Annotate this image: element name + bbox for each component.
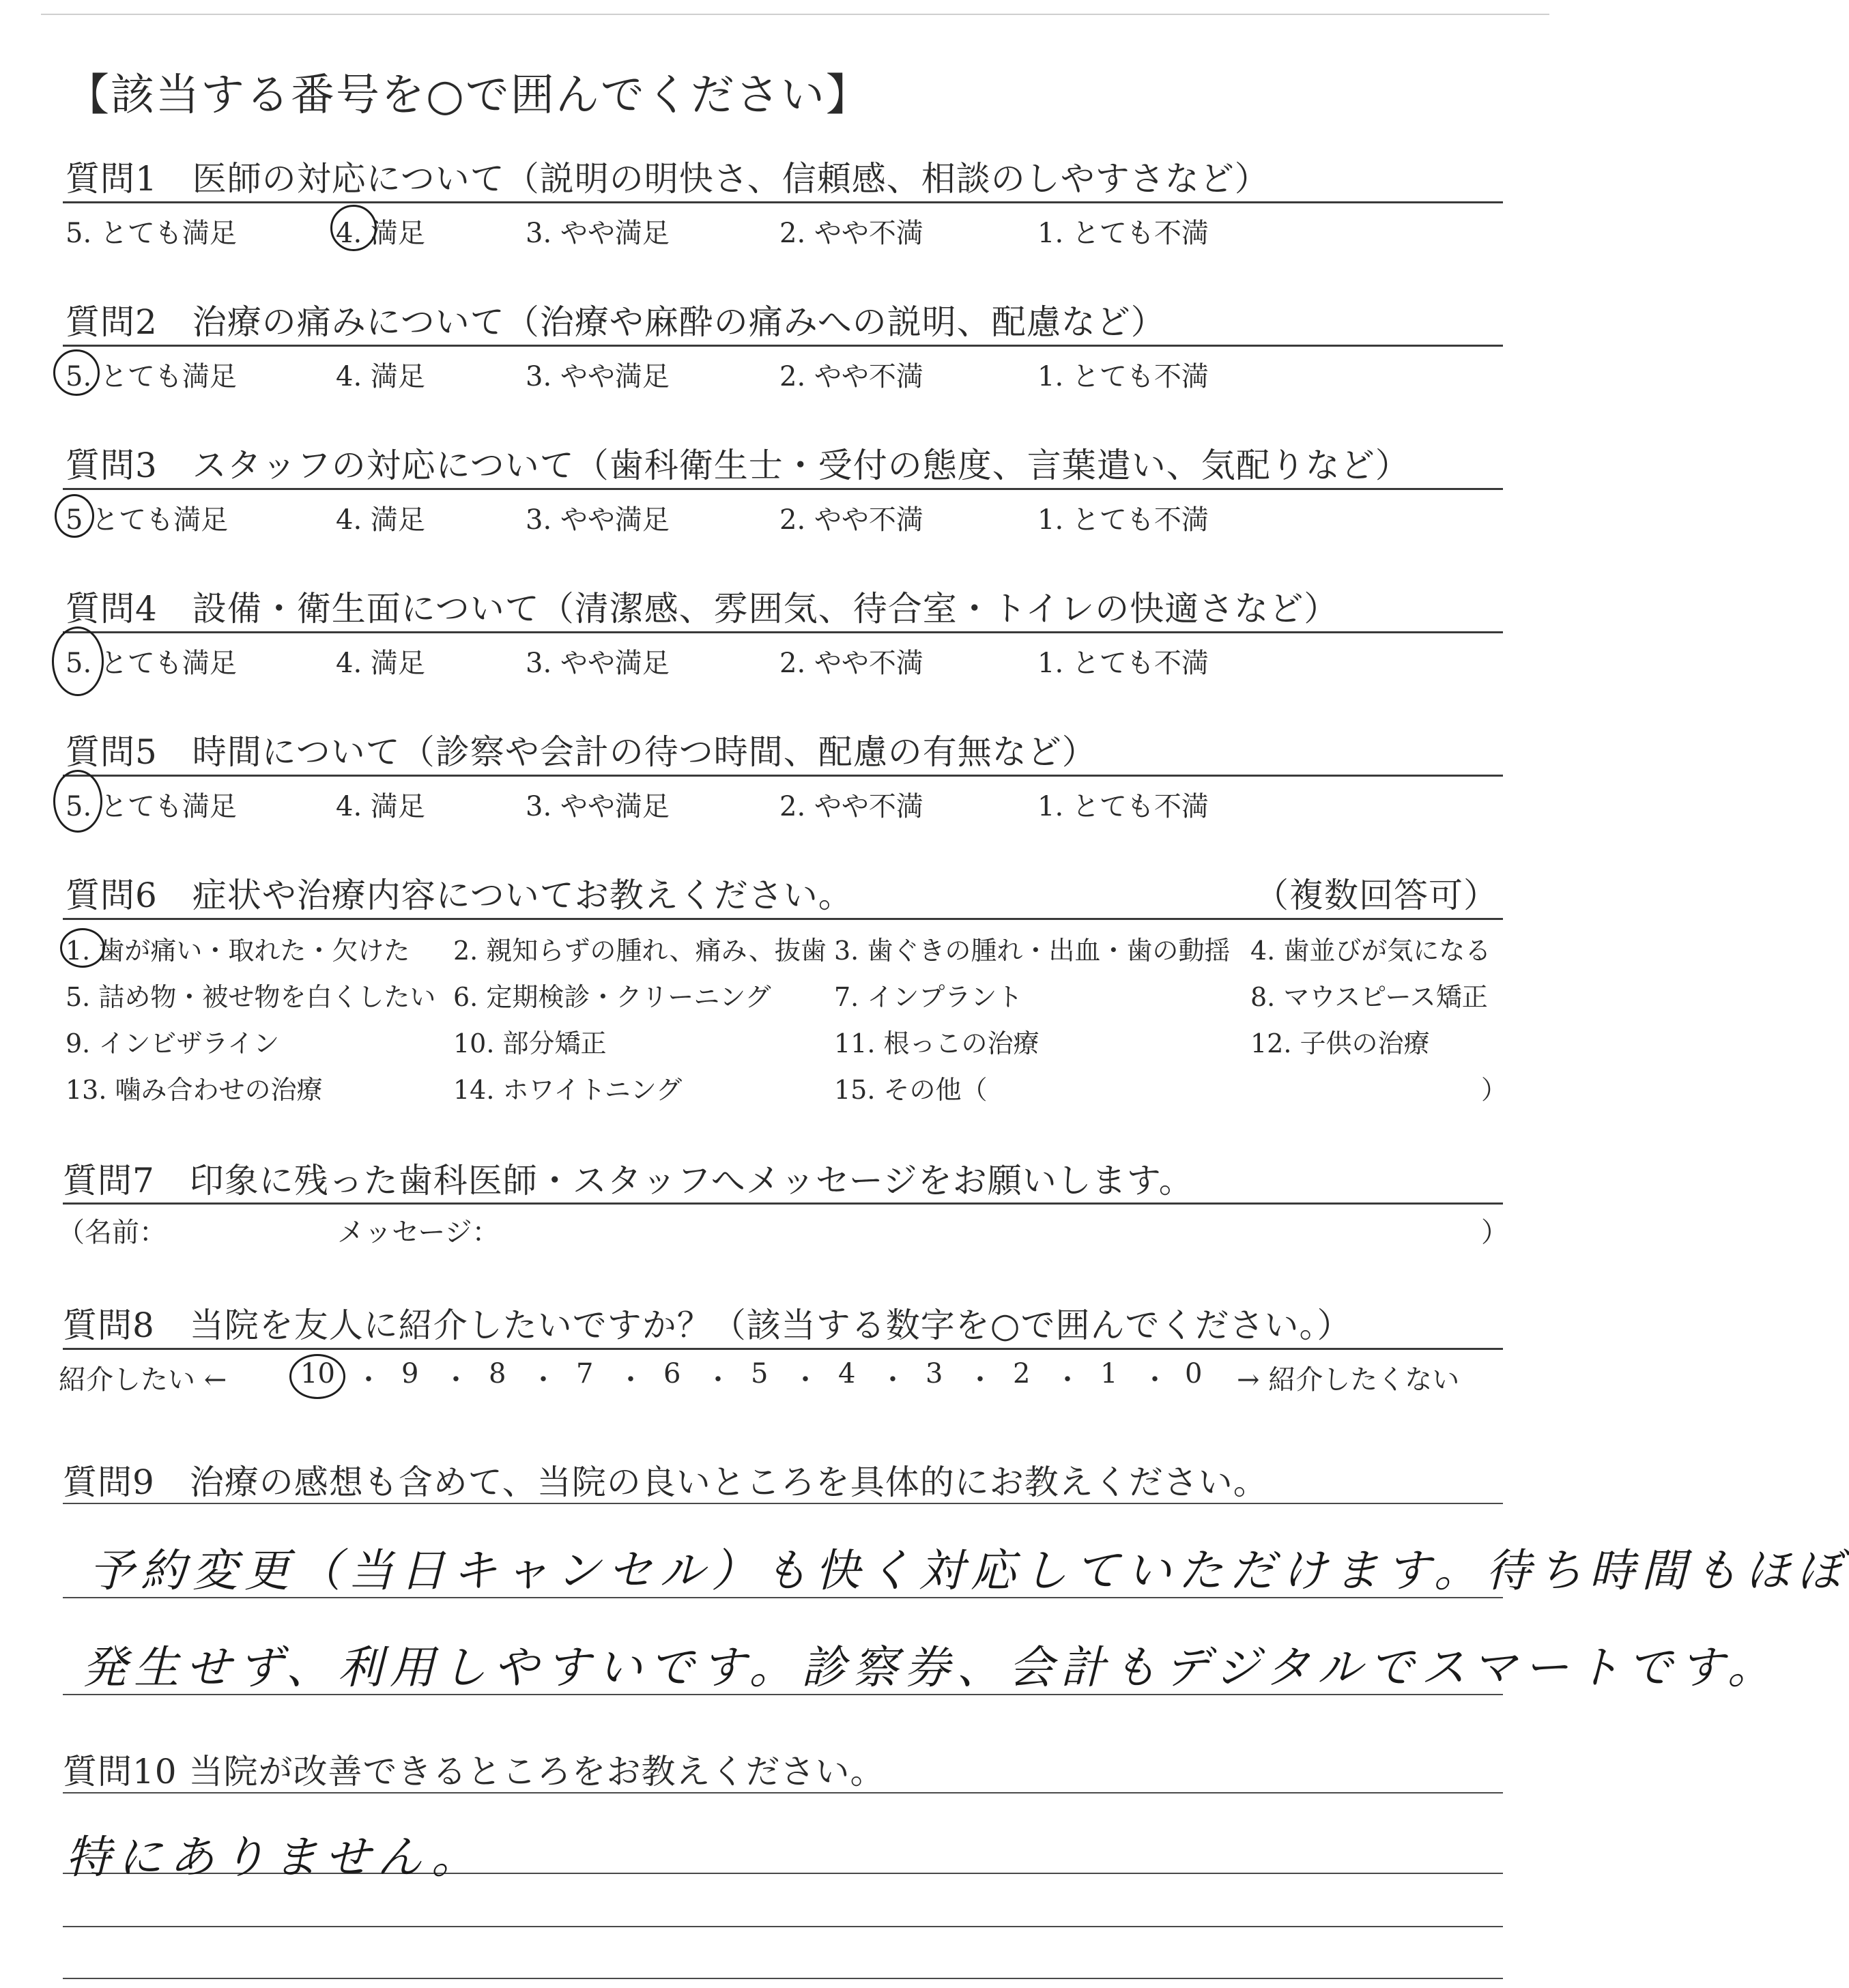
q8-title: 質問8 当院を友人に紹介したいですか？（該当する数字を○で囲んでください。） <box>63 1306 1352 1345</box>
q6-note: （複数回答可） <box>1255 876 1498 915</box>
q8-sep: ・ <box>1054 1364 1081 1396</box>
q5-option-2[interactable]: 2. やや不満 <box>779 791 923 822</box>
q6-option-2[interactable]: 2. 親知らずの腫れ、痛み、抜歯 <box>453 936 827 966</box>
q4-option-1[interactable]: 1. とても不満 <box>1037 648 1209 679</box>
q1-option-5[interactable]: 5. とても満足 <box>66 218 237 249</box>
form-header: 【該当する番号を○で囲んでください】 <box>66 70 871 121</box>
q4-option-3[interactable]: 3. やや満足 <box>526 648 670 679</box>
q5-option-3[interactable]: 3. やや満足 <box>526 791 670 822</box>
q8-sep: ・ <box>792 1364 819 1396</box>
q10-title: 質問10 当院が改善できるところをお教えください。 <box>63 1752 885 1791</box>
q10-rule-3 <box>63 1926 1503 1927</box>
q6-option-14[interactable]: 14. ホワイトニング <box>453 1075 683 1105</box>
q4-selection-circle <box>52 626 104 696</box>
q1-option-2[interactable]: 2. やや不満 <box>779 218 923 249</box>
q2-rule <box>63 345 1503 347</box>
q1-option-1[interactable]: 1. とても不満 <box>1037 218 1209 249</box>
q6-option-1[interactable]: 1. 歯が痛い・取れた・欠けた <box>66 936 410 966</box>
q8-scale-4[interactable]: 4 <box>838 1358 856 1389</box>
q2-title: 質問2 治療の痛みについて（治療や麻酔の痛みへの説明、配慮など） <box>66 302 1166 342</box>
q8-scale-3[interactable]: 3 <box>926 1358 943 1389</box>
q5-rule <box>63 775 1503 777</box>
q7-name-label: （名前： <box>57 1217 167 1248</box>
q3-option-5[interactable]: 5 とても満足 <box>66 504 229 536</box>
q6-option-15-close: ） <box>1481 1075 1508 1105</box>
q8-scale-7[interactable]: 7 <box>576 1358 594 1389</box>
q4-option-5[interactable]: 5. とても満足 <box>66 648 237 679</box>
q10-answer-line-1: 特にありません。 <box>66 1831 483 1884</box>
q5-option-5[interactable]: 5. とても満足 <box>66 791 237 822</box>
q6-option-12[interactable]: 12. 子供の治療 <box>1250 1028 1430 1058</box>
q8-rule <box>63 1348 1503 1350</box>
q6-option-15[interactable]: 15. その他（ <box>834 1075 988 1105</box>
q2-option-1[interactable]: 1. とても不満 <box>1037 361 1209 392</box>
q8-selection-circle <box>289 1354 345 1399</box>
q9-title: 質問9 治療の感想も含めて、当院の良いところを具体的にお教えください。 <box>63 1463 1268 1502</box>
q2-option-5[interactable]: 5. とても満足 <box>66 361 237 392</box>
q4-option-4[interactable]: 4. 満足 <box>336 648 425 679</box>
q6-option-6[interactable]: 6. 定期検診・クリーニング <box>453 982 771 1012</box>
q10-rule-1 <box>63 1792 1503 1793</box>
q8-scale-1[interactable]: 1 <box>1100 1358 1118 1389</box>
page-top-edge <box>41 14 1549 15</box>
q6-option-4[interactable]: 4. 歯並びが気になる <box>1250 936 1491 966</box>
q1-selection-circle <box>330 205 377 251</box>
q8-scale-5[interactable]: 5 <box>751 1358 769 1389</box>
q3-title: 質問3 スタッフの対応について（歯科衛生士・受付の態度、言葉遣い、気配りなど） <box>66 446 1410 485</box>
q8-sep: ・ <box>1141 1364 1169 1396</box>
q8-sep: ・ <box>966 1364 994 1396</box>
q1-option-3[interactable]: 3. やや満足 <box>526 218 670 249</box>
q6-option-9[interactable]: 9. インビザライン <box>66 1028 280 1058</box>
q8-left-label: 紹介したい ← <box>59 1364 227 1396</box>
q6-option-7[interactable]: 7. インプラント <box>834 982 1023 1012</box>
q9-rule-1 <box>63 1503 1503 1504</box>
q6-title: 質問6 症状や治療内容についてお教えください。 <box>66 876 853 915</box>
q8-sep: ・ <box>530 1364 557 1396</box>
q6-option-5[interactable]: 5. 詰め物・被せ物を白くしたい <box>66 982 436 1012</box>
q6-option-13[interactable]: 13. 噛み合わせの治療 <box>66 1075 323 1105</box>
q5-selection-circle <box>53 770 102 833</box>
q2-option-2[interactable]: 2. やや不満 <box>779 361 923 392</box>
q3-option-2[interactable]: 2. やや不満 <box>779 504 923 536</box>
q8-right-label: → 紹介したくない <box>1237 1364 1460 1396</box>
q1-option-4[interactable]: 4. 満足 <box>336 218 425 249</box>
q8-scale-0[interactable]: 0 <box>1185 1358 1203 1389</box>
q2-option-3[interactable]: 3. やや満足 <box>526 361 670 392</box>
q1-rule <box>63 201 1503 203</box>
q8-sep: ・ <box>442 1364 470 1396</box>
q8-sep: ・ <box>617 1364 644 1396</box>
q4-option-2[interactable]: 2. やや不満 <box>779 648 923 679</box>
q8-scale-6[interactable]: 6 <box>663 1358 681 1389</box>
q8-sep: ・ <box>879 1364 906 1396</box>
q5-title: 質問5 時間について（診察や会計の待つ時間、配慮の有無など） <box>66 732 1097 772</box>
q6-option-8[interactable]: 8. マウスピース矯正 <box>1250 982 1488 1012</box>
q7-message-label: メッセージ： <box>337 1217 500 1248</box>
q3-rule <box>63 488 1503 490</box>
q6-selection-circle <box>60 928 105 968</box>
q6-option-11[interactable]: 11. 根っこの治療 <box>834 1028 1040 1058</box>
q9-answer-line-2: 発生せず、利用しやすいです。診察券、会計もデジタルでスマートです。 <box>82 1641 1779 1694</box>
q7-close-paren: ） <box>1481 1217 1508 1248</box>
q8-scale-8[interactable]: 8 <box>489 1358 506 1389</box>
q6-option-3[interactable]: 3. 歯ぐきの腫れ・出血・歯の動揺 <box>834 936 1231 966</box>
q8-scale-10[interactable]: 10 <box>300 1358 335 1389</box>
q4-rule <box>63 631 1503 633</box>
q4-title: 質問4 設備・衛生面について（清潔感、雰囲気、待合室・トイレの快適さなど） <box>66 589 1339 629</box>
q3-option-4[interactable]: 4. 満足 <box>336 504 425 536</box>
q6-option-10[interactable]: 10. 部分矯正 <box>453 1028 607 1058</box>
q3-option-3[interactable]: 3. やや満足 <box>526 504 670 536</box>
q2-selection-circle <box>53 349 100 396</box>
q8-sep: ・ <box>355 1364 382 1396</box>
q2-option-4[interactable]: 4. 満足 <box>336 361 425 392</box>
q7-rule <box>63 1202 1503 1205</box>
q8-sep: ・ <box>704 1364 732 1396</box>
q3-option-1[interactable]: 1. とても不満 <box>1037 504 1209 536</box>
q3-selection-circle <box>55 494 94 538</box>
q8-scale-9[interactable]: 9 <box>401 1358 419 1389</box>
q5-option-1[interactable]: 1. とても不満 <box>1037 791 1209 822</box>
q1-title: 質問1 医師の対応について（説明の明快さ、信頼感、相談のしやすさなど） <box>66 159 1270 199</box>
q9-answer-line-1: 予約変更（当日キャンセル）も快く対応していただけます。待ち時間もほぼ <box>89 1544 1849 1597</box>
q6-rule <box>63 918 1503 920</box>
q5-option-4[interactable]: 4. 満足 <box>336 791 425 822</box>
q8-scale-2[interactable]: 2 <box>1013 1358 1031 1389</box>
q10-rule-4 <box>63 1978 1503 1979</box>
q7-title: 質問7 印象に残った歯科医師・スタッフへメッセージをお願いします。 <box>63 1161 1194 1200</box>
